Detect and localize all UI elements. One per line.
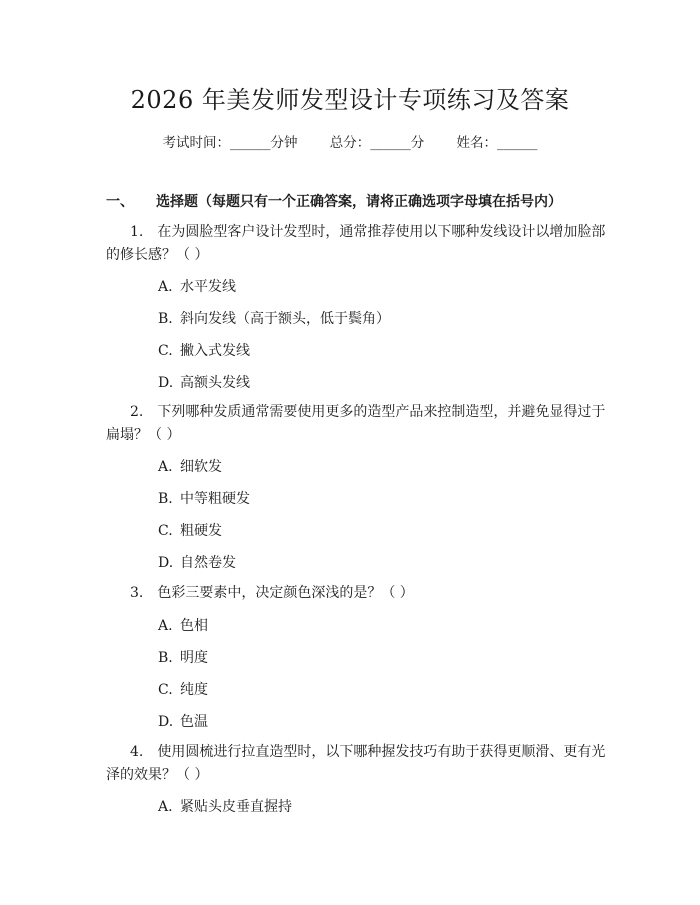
question-2-option-b [158,488,250,508]
question-3-option-c [158,679,208,699]
question-1-option-a [158,276,236,296]
question-text: 下列哪种发质通常需要使用更多的造型产品来控制造型，并避免显得过于扁塌？（ ） [106,404,606,443]
option-text: 色相 [180,618,208,634]
option-text: 水平发线 [180,279,236,295]
option-letter: C. [158,682,173,698]
option-text: 纯度 [180,682,208,698]
question-number: 2. [130,404,144,420]
option-text: 明度 [180,650,208,666]
question-1-option-d [158,372,250,392]
question-2 [106,401,606,447]
exam-info-row [0,131,700,151]
question-4 [106,741,606,787]
option-text: 撇入式发线 [180,343,250,359]
document-title: 2026 年美发师发型设计专项练习及答案 [130,86,570,114]
question-3-option-d [158,711,208,731]
student-name-field: 姓名：______ [456,135,538,151]
option-letter: B. [158,491,173,507]
total-score-field: 总分：______分 [329,135,425,151]
question-3-option-b [158,647,208,667]
option-letter: C. [158,343,173,359]
section-title: 选择题（每题只有一个正确答案，请将正确选项字母填在括号内） [156,194,562,210]
option-letter: A. [158,618,173,634]
option-letter: A. [158,459,173,475]
question-number: 4. [130,744,144,760]
question-number: 1. [130,224,144,240]
option-letter: D. [158,555,174,571]
option-text: 细软发 [180,459,222,475]
option-letter: D. [158,375,174,391]
question-text: 使用圆梳进行拉直造型时，以下哪种握发技巧有助于获得更顺滑、更有光泽的效果？（ ） [106,744,606,783]
option-text: 自然卷发 [180,555,236,571]
exam-time-field: 考试时间：______分钟 [162,135,298,151]
question-2-option-c [158,520,222,540]
option-letter: D. [158,714,174,730]
option-letter: C. [158,523,173,539]
question-1 [106,221,606,267]
question-1-option-b [158,308,390,328]
option-text: 紧贴头皮垂直握持 [180,799,292,815]
question-4-option-a [158,796,292,816]
option-text: 粗硬发 [180,523,222,539]
question-1-option-c [158,340,250,360]
question-2-option-a [158,456,222,476]
option-letter: B. [158,311,173,327]
option-letter: A. [158,279,173,295]
option-letter: B. [158,650,173,666]
option-text: 斜向发线（高于额头，低于鬓角） [180,311,390,327]
question-text: 色彩三要素中，决定颜色深浅的是？（ ） [157,585,414,601]
option-text: 中等粗硬发 [180,491,250,507]
question-2-option-d [158,552,236,572]
question-number: 3. [130,585,144,601]
section-heading [106,191,562,211]
question-3-option-a [158,615,208,635]
question-text: 在为圆脸型客户设计发型时，通常推荐使用以下哪种发线设计以增加脸部的修长感？（ ） [106,224,606,263]
option-letter: A. [158,799,173,815]
option-text: 高额头发线 [180,375,250,391]
option-text: 色温 [180,714,208,730]
question-3 [106,582,606,605]
section-number: 一、 [106,194,134,210]
